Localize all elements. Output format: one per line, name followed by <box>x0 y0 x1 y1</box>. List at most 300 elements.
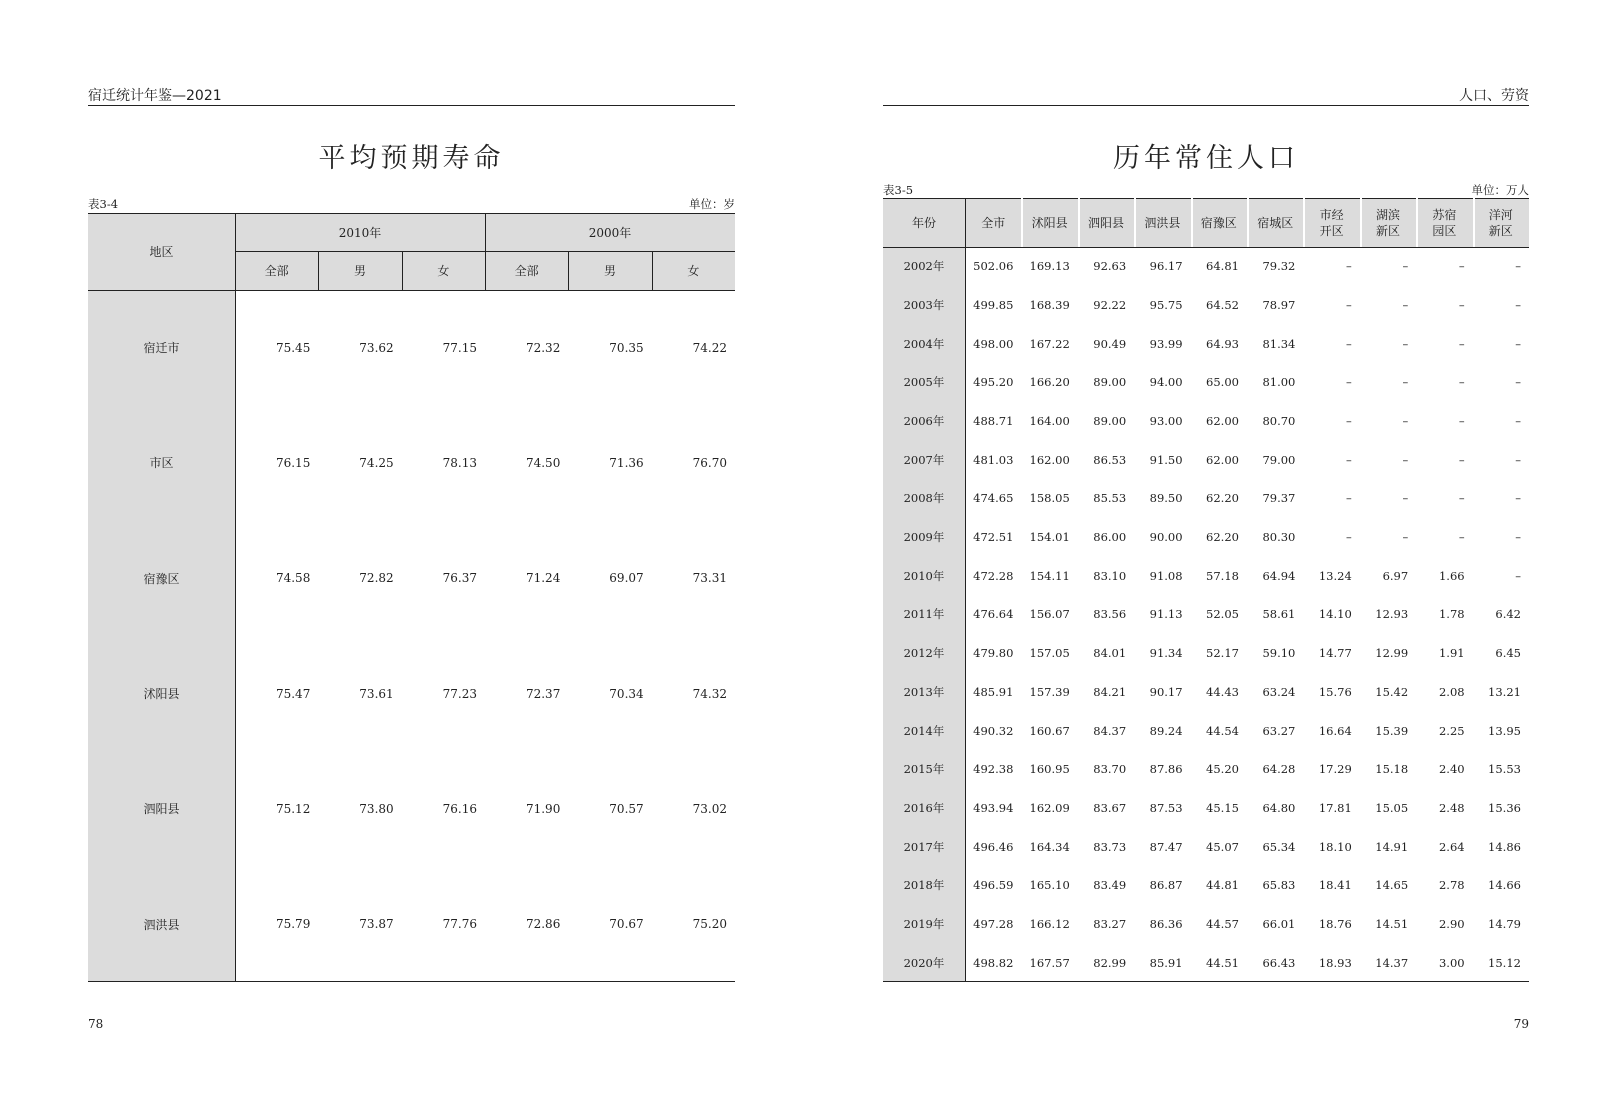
table-cell: 15.36 <box>1488 800 1521 815</box>
table-cell: 496.59 <box>973 878 1014 893</box>
year-label: 2017年 <box>903 839 945 854</box>
table-cell: 62.00 <box>1206 452 1239 467</box>
right-page-title: 历年常住人口 <box>1113 143 1299 174</box>
table-cell: 75.20 <box>692 917 727 932</box>
column-header-line: 沭阳县 <box>1031 215 1068 230</box>
table-cell: – <box>1458 414 1465 429</box>
table-cell: 73.87 <box>359 917 394 932</box>
region-name: 泗洪县 <box>143 917 180 932</box>
column-header-line: 新区 <box>1375 223 1400 238</box>
table-cell: – <box>1458 375 1465 390</box>
table-cell: 490.32 <box>973 723 1014 738</box>
table-cell: 89.24 <box>1149 723 1183 738</box>
table-cell: 3.00 <box>1438 955 1465 970</box>
table-cell: 45.07 <box>1206 839 1239 854</box>
column-header <box>1303 198 1359 247</box>
table-cell: 16.64 <box>1318 723 1352 738</box>
year-label: 2015年 <box>903 762 945 777</box>
table-cell: 66.01 <box>1262 916 1296 931</box>
table-cell: – <box>1515 259 1521 274</box>
table-cell: 479.80 <box>973 646 1014 661</box>
year-label: 2012年 <box>903 646 945 661</box>
table-cell: 80.70 <box>1262 414 1296 429</box>
table-cell: 74.22 <box>692 340 727 355</box>
table-cell: 84.21 <box>1093 684 1127 699</box>
table-cell: – <box>1515 336 1521 351</box>
column-header-line: 泗洪县 <box>1144 215 1181 230</box>
table-cell: 85.91 <box>1149 955 1183 970</box>
table-cell: 164.34 <box>1029 839 1070 854</box>
table-cell: 90.17 <box>1149 684 1183 699</box>
table-cell: 495.20 <box>973 375 1014 390</box>
table-cell: 63.24 <box>1262 684 1296 699</box>
table-cell: – <box>1515 491 1521 506</box>
year-label: 2010年 <box>903 568 945 583</box>
table-cell: 14.77 <box>1318 646 1352 661</box>
table-cell: 492.38 <box>973 762 1014 777</box>
year-label: 2005年 <box>903 375 945 390</box>
table-cell: – <box>1515 568 1521 583</box>
table-cell: 82.99 <box>1093 955 1127 970</box>
table-cell: 157.39 <box>1029 684 1070 699</box>
table-cell: – <box>1402 259 1409 274</box>
table-cell: 14.10 <box>1318 607 1352 622</box>
table-cell: 75.12 <box>275 801 311 816</box>
table-cell: 86.36 <box>1149 916 1183 931</box>
table-cell: 66.43 <box>1262 955 1296 970</box>
table-cell: 89.00 <box>1093 375 1127 390</box>
life-expectancy-table <box>88 213 735 982</box>
table-cell: 95.75 <box>1149 298 1183 312</box>
table-cell: – <box>1458 259 1465 274</box>
table-cell: 160.67 <box>1029 723 1070 738</box>
table-cell: 74.25 <box>359 455 394 470</box>
table-cell: 15.05 <box>1375 800 1409 815</box>
table-cell: 2.40 <box>1438 762 1465 777</box>
table-cell: 14.86 <box>1488 839 1521 854</box>
table-cell: – <box>1346 336 1352 351</box>
year-label: 2011年 <box>903 607 945 622</box>
table-cell: – <box>1402 491 1409 506</box>
table-cell: 62.20 <box>1206 530 1239 545</box>
table-cell: 72.82 <box>359 571 394 586</box>
table-cell: 18.41 <box>1318 878 1352 893</box>
table-cell: 92.22 <box>1093 298 1127 312</box>
column-header-line: 湖滨 <box>1375 207 1400 222</box>
column-header <box>1247 198 1303 247</box>
table-cell: 74.50 <box>525 455 561 470</box>
sub-header: 全部 <box>264 264 289 278</box>
table-cell: 83.73 <box>1093 839 1127 854</box>
table-cell: 59.10 <box>1262 646 1296 661</box>
column-header <box>1473 198 1529 247</box>
table-cell: 14.91 <box>1375 839 1409 854</box>
year-header: 2010年 <box>338 225 382 240</box>
table-cell: 2.78 <box>1438 878 1465 893</box>
table-cell: 15.18 <box>1375 762 1409 777</box>
table-cell: 76.37 <box>442 571 477 586</box>
table-cell: 74.32 <box>692 686 727 701</box>
table-cell: – <box>1346 259 1352 274</box>
sub-header: 女 <box>437 264 450 278</box>
table-cell: 73.31 <box>692 571 727 586</box>
table-cell: 498.82 <box>973 955 1014 970</box>
table-cell: 65.34 <box>1262 839 1296 854</box>
table-cell: – <box>1515 298 1521 312</box>
table-cell: 13.95 <box>1488 723 1521 738</box>
sub-header: 男 <box>353 264 366 278</box>
table-cell: 1.66 <box>1438 568 1465 583</box>
year-label: 2016年 <box>903 800 945 815</box>
table-cell: – <box>1346 530 1352 545</box>
table-cell: – <box>1346 298 1352 312</box>
table-cell: 44.51 <box>1206 955 1239 970</box>
left-table-unit: 单位：岁 <box>689 197 735 211</box>
table-cell: 89.00 <box>1093 414 1127 429</box>
table-cell: 79.00 <box>1262 452 1296 467</box>
table-cell: – <box>1402 530 1409 545</box>
sub-header: 女 <box>687 264 700 278</box>
table-cell: 154.01 <box>1029 530 1070 545</box>
table-cell: 64.93 <box>1206 336 1239 351</box>
table-cell: 15.12 <box>1488 955 1521 970</box>
region-name: 市区 <box>149 456 174 471</box>
table-cell: 77.76 <box>442 917 477 932</box>
table-cell: 157.05 <box>1029 646 1070 661</box>
table-cell: 496.46 <box>973 839 1014 854</box>
table-cell: 89.50 <box>1149 491 1183 506</box>
table-cell: 71.24 <box>525 571 561 586</box>
table-cell: 75.45 <box>275 340 311 355</box>
table-cell: 73.02 <box>692 801 727 816</box>
table-cell: 44.54 <box>1206 723 1239 738</box>
year-label: 2019年 <box>903 916 945 931</box>
table-cell: 91.08 <box>1149 568 1183 583</box>
year-label: 2004年 <box>903 336 945 351</box>
table-cell: – <box>1402 375 1409 390</box>
table-cell: 87.47 <box>1149 839 1183 854</box>
table-cell: 2.90 <box>1438 916 1465 931</box>
left-running-header: 宿迁统计年鉴—2021 <box>88 88 222 104</box>
table-cell: 165.10 <box>1029 878 1070 893</box>
table-cell: 502.06 <box>973 259 1014 274</box>
table-cell: 17.29 <box>1318 762 1352 777</box>
table-cell: 64.28 <box>1262 762 1296 777</box>
table-cell: 78.13 <box>442 455 477 470</box>
table-cell: 87.86 <box>1149 762 1183 777</box>
year-header: 2000年 <box>588 225 632 240</box>
region-name: 沭阳县 <box>143 687 180 702</box>
table-cell: 45.15 <box>1206 800 1239 815</box>
table-cell: 90.49 <box>1093 336 1127 351</box>
year-label: 2018年 <box>903 878 945 893</box>
table-cell: 70.35 <box>609 340 644 355</box>
column-header <box>1078 198 1134 247</box>
table-cell: 44.57 <box>1206 916 1239 931</box>
table-cell: – <box>1346 414 1352 429</box>
left-page-number: 78 <box>88 1017 104 1031</box>
table-cell: 75.47 <box>275 686 311 701</box>
table-cell: 64.81 <box>1206 259 1239 274</box>
table-cell: 166.20 <box>1029 375 1070 390</box>
table-cell: 169.13 <box>1029 259 1070 274</box>
table-cell: 154.11 <box>1029 568 1070 583</box>
table-cell: 79.37 <box>1262 491 1296 506</box>
table-cell: 57.18 <box>1206 568 1239 583</box>
column-header-line: 园区 <box>1432 223 1457 238</box>
table-cell: 2.48 <box>1438 800 1465 815</box>
table-cell: 64.94 <box>1262 568 1296 583</box>
table-cell: 78.97 <box>1262 298 1296 312</box>
table-cell: 79.32 <box>1262 259 1296 274</box>
column-header <box>1134 198 1190 247</box>
column-header <box>1191 198 1247 247</box>
table-cell: 94.00 <box>1149 375 1183 390</box>
table-cell: 44.81 <box>1206 878 1239 893</box>
region-name: 泗阳县 <box>143 802 180 817</box>
table-cell: – <box>1402 414 1409 429</box>
column-header-line: 苏宿 <box>1432 207 1457 222</box>
table-cell: 76.15 <box>275 455 311 470</box>
table-cell: 62.20 <box>1206 491 1239 506</box>
table-cell: – <box>1515 530 1521 545</box>
table-cell: 6.42 <box>1495 607 1521 622</box>
table-cell: – <box>1402 452 1409 467</box>
table-cell: 45.20 <box>1206 762 1239 777</box>
year-label: 2003年 <box>903 298 945 312</box>
table-cell: – <box>1458 336 1465 351</box>
table-cell: 91.34 <box>1149 646 1183 661</box>
table-cell: 168.39 <box>1029 298 1070 312</box>
table-cell: 6.45 <box>1495 646 1521 661</box>
region-header: 地区 <box>149 245 174 259</box>
table-cell: 162.09 <box>1029 800 1070 815</box>
resident-population-table <box>883 198 1529 982</box>
right-table-number: 表3-5 <box>883 183 914 197</box>
table-cell: 90.00 <box>1149 530 1183 545</box>
left-header-rule <box>88 105 735 106</box>
right-table-unit: 单位：万人 <box>1471 183 1529 197</box>
table-cell: 1.78 <box>1438 607 1465 622</box>
table-cell: 86.00 <box>1093 530 1127 545</box>
table-cell: 93.00 <box>1149 414 1183 429</box>
column-header-line: 市经 <box>1319 207 1344 222</box>
table-cell: 83.10 <box>1093 568 1127 583</box>
table-cell: 91.13 <box>1149 607 1183 622</box>
table-cell: 472.51 <box>973 530 1014 545</box>
column-header-line: 泗阳县 <box>1087 215 1124 230</box>
table-cell: 158.05 <box>1029 491 1070 506</box>
column-header <box>965 198 1021 247</box>
table-cell: 69.07 <box>609 571 644 586</box>
left-page-title: 平均预期寿命 <box>318 143 505 174</box>
table-cell: 93.99 <box>1149 336 1183 351</box>
table-cell: 2.64 <box>1438 839 1465 854</box>
table-cell: – <box>1402 336 1409 351</box>
table-cell: 62.00 <box>1206 414 1239 429</box>
table-cell: – <box>1515 452 1521 467</box>
table-cell: 15.42 <box>1375 684 1409 699</box>
region-name: 宿豫区 <box>143 571 180 586</box>
table-cell: 13.21 <box>1488 684 1521 699</box>
table-cell: 71.36 <box>609 455 644 470</box>
table-cell: 488.71 <box>973 414 1014 429</box>
table-cell: 499.85 <box>973 298 1014 312</box>
table-cell: 160.95 <box>1029 762 1070 777</box>
table-cell: 63.27 <box>1262 723 1296 738</box>
table-cell: 76.16 <box>442 801 477 816</box>
table-cell: 83.56 <box>1093 607 1127 622</box>
table-cell: 164.00 <box>1029 414 1070 429</box>
right-page-number: 79 <box>1513 1017 1529 1031</box>
table-cell: 72.32 <box>525 340 561 355</box>
table-cell: 86.87 <box>1149 878 1183 893</box>
table-cell: 83.67 <box>1093 800 1127 815</box>
table-cell: 156.07 <box>1029 607 1070 622</box>
table-cell: 96.17 <box>1149 259 1183 274</box>
year-label: 2020年 <box>903 955 945 970</box>
table-cell: – <box>1402 298 1409 312</box>
year-label: 2014年 <box>903 723 945 738</box>
year-label: 2009年 <box>903 530 945 545</box>
table-cell: 81.00 <box>1262 375 1296 390</box>
table-cell: 44.43 <box>1206 684 1239 699</box>
table-cell: 65.00 <box>1206 375 1239 390</box>
sub-header: 男 <box>603 264 616 278</box>
column-header-line: 洋河 <box>1488 207 1513 222</box>
sub-header: 全部 <box>514 264 539 278</box>
table-cell: – <box>1346 375 1352 390</box>
table-cell: 83.49 <box>1093 878 1127 893</box>
table-cell: 70.34 <box>609 686 644 701</box>
table-cell: 77.15 <box>442 340 477 355</box>
table-cell: 72.86 <box>525 917 561 932</box>
table-cell: 167.57 <box>1029 955 1070 970</box>
table-cell: 18.10 <box>1318 839 1352 854</box>
table-cell: 74.58 <box>275 571 311 586</box>
table-cell: 493.94 <box>973 800 1014 815</box>
table-cell: 2.08 <box>1438 684 1465 699</box>
table-cell: 14.51 <box>1375 916 1409 931</box>
table-cell: 162.00 <box>1029 452 1070 467</box>
right-running-header: 人口、劳资 <box>1459 88 1529 104</box>
table-cell: 73.61 <box>359 686 394 701</box>
table-cell: 166.12 <box>1029 916 1070 931</box>
table-cell: 52.05 <box>1206 607 1239 622</box>
year-label: 2006年 <box>903 414 945 429</box>
column-header-line: 宿城区 <box>1257 215 1294 230</box>
column-header-line: 宿豫区 <box>1200 215 1237 230</box>
table-cell: 15.53 <box>1488 762 1521 777</box>
table-cell: – <box>1458 491 1465 506</box>
table-cell: 17.81 <box>1318 800 1352 815</box>
table-cell: 15.39 <box>1375 723 1409 738</box>
table-cell: 476.64 <box>973 607 1014 622</box>
column-header-line: 全市 <box>981 215 1006 230</box>
table-cell: 498.00 <box>973 336 1014 351</box>
table-cell: – <box>1458 530 1465 545</box>
table-cell: 15.76 <box>1318 684 1352 699</box>
table-cell: 80.30 <box>1262 530 1296 545</box>
table-cell: – <box>1515 414 1521 429</box>
column-header-line: 开区 <box>1319 223 1344 238</box>
table-cell: 1.91 <box>1438 646 1465 661</box>
table-cell: 84.37 <box>1093 723 1127 738</box>
column-header-line: 新区 <box>1488 223 1513 238</box>
table-cell: 481.03 <box>973 452 1014 467</box>
column-header <box>1416 198 1472 247</box>
year-label: 2013年 <box>903 684 945 699</box>
table-cell: 72.37 <box>525 686 561 701</box>
table-cell: 64.52 <box>1206 298 1239 312</box>
table-cell: 52.17 <box>1206 646 1239 661</box>
right-header-rule <box>883 105 1529 106</box>
table-cell: 81.34 <box>1262 336 1296 351</box>
table-cell: 84.01 <box>1093 646 1127 661</box>
table-cell: 472.28 <box>973 568 1014 583</box>
left-table-number: 表3-4 <box>88 197 119 211</box>
region-name: 宿迁市 <box>143 341 180 356</box>
table-cell: 92.63 <box>1093 259 1127 274</box>
table-cell: 497.28 <box>973 916 1014 931</box>
table-cell: 6.97 <box>1382 568 1409 583</box>
table-cell: 14.79 <box>1488 916 1521 931</box>
year-label: 2002年 <box>903 259 945 274</box>
table-cell: 91.50 <box>1149 452 1183 467</box>
table-cell: 13.24 <box>1318 568 1352 583</box>
column-header <box>883 198 965 247</box>
table-cell: 167.22 <box>1029 336 1070 351</box>
table-cell: 474.65 <box>973 491 1014 506</box>
table-cell: 2.25 <box>1438 723 1465 738</box>
table-cell: – <box>1346 452 1352 467</box>
table-cell: 85.53 <box>1093 491 1127 506</box>
table-cell: 485.91 <box>973 684 1014 699</box>
table-cell: – <box>1458 298 1465 312</box>
table-cell: 83.70 <box>1093 762 1127 777</box>
table-cell: – <box>1515 375 1521 390</box>
table-cell: 64.80 <box>1262 800 1296 815</box>
column-header <box>1021 198 1077 247</box>
table-cell: 76.70 <box>692 455 727 470</box>
table-cell: 12.93 <box>1375 607 1409 622</box>
table-cell: 14.37 <box>1375 955 1409 970</box>
table-cell: 87.53 <box>1149 800 1183 815</box>
table-cell: 58.61 <box>1262 607 1296 622</box>
column-header-line: 年份 <box>911 215 936 230</box>
table-cell: 14.66 <box>1488 878 1521 893</box>
table-cell: 70.57 <box>609 801 644 816</box>
table-cell: 86.53 <box>1093 452 1127 467</box>
table-cell: – <box>1458 452 1465 467</box>
table-cell: 75.79 <box>275 917 311 932</box>
table-cell: 73.62 <box>359 340 394 355</box>
column-header <box>1360 198 1416 247</box>
table-cell: 12.99 <box>1375 646 1409 661</box>
table-cell: 18.76 <box>1318 916 1352 931</box>
table-cell: – <box>1346 491 1352 506</box>
table-cell: 83.27 <box>1093 916 1127 931</box>
year-label: 2008年 <box>903 491 945 506</box>
table-cell: 70.67 <box>609 917 644 932</box>
table-cell: 65.83 <box>1262 878 1296 893</box>
table-cell: 18.93 <box>1318 955 1352 970</box>
table-cell: 73.80 <box>359 801 394 816</box>
table-cell: 71.90 <box>525 801 561 816</box>
year-label: 2007年 <box>903 452 945 467</box>
table-cell: 77.23 <box>442 686 477 701</box>
table-cell: 14.65 <box>1375 878 1409 893</box>
